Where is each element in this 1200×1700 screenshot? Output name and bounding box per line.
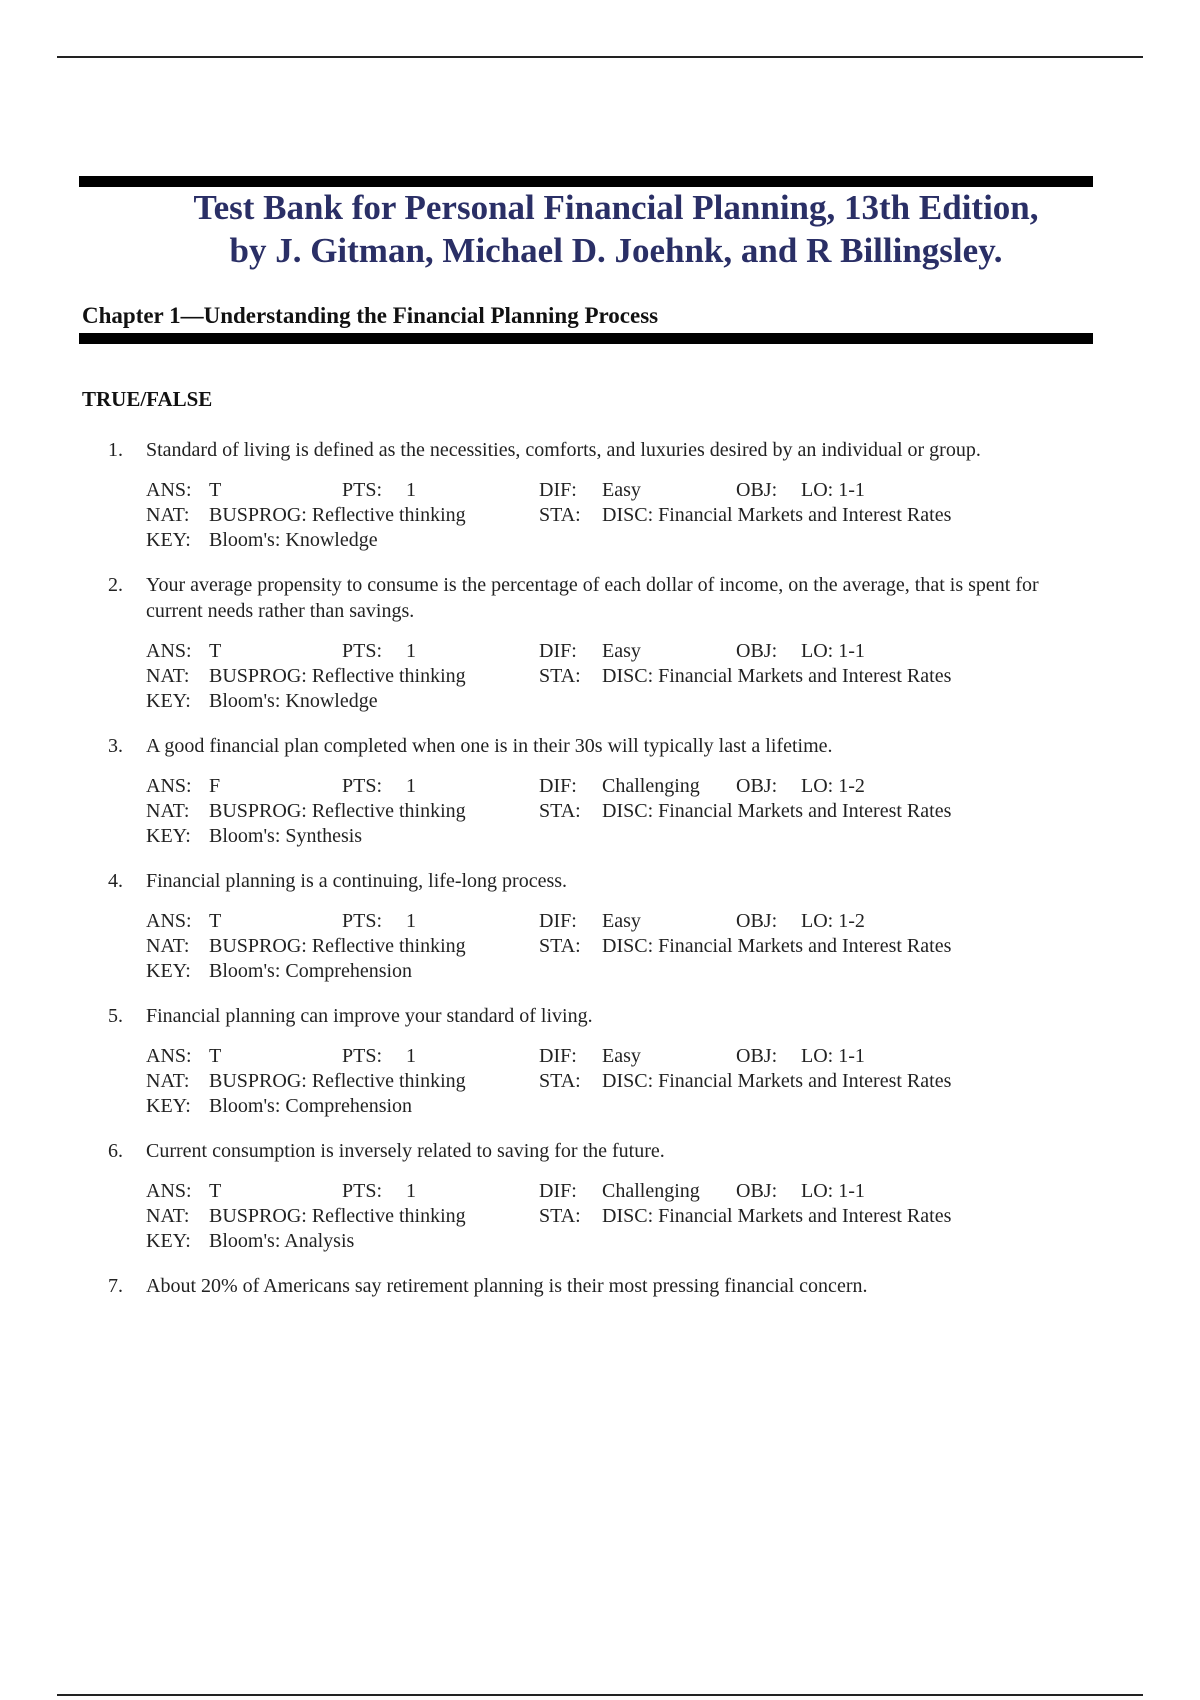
question-text: A good financial plan completed when one is in their 30s will typically last a lifetime. (146, 735, 833, 757)
key-value: Bloom's: Knowledge (209, 529, 378, 551)
key-value: Bloom's: Synthesis (209, 825, 363, 847)
difficulty-value: Easy (602, 640, 641, 662)
question-text: About 20% of Americans say retirement planning is their most pressing financial concern. (146, 1275, 868, 1297)
answer-value: T (209, 479, 222, 501)
answer-metadata: ANS: T PTS: 1 DIF: Easy OBJ: LO: 1-2 NAT: BUSPROG: Reflective thinking STA: DISC: Financial Markets and Interest Rates KEY: Bloom's: Comprehension (146, 910, 952, 982)
question-number: 2. (108, 574, 123, 596)
sta-value: DISC: Financial Markets and Interest Rates (602, 1205, 952, 1227)
key-value: Bloom's: Comprehension (209, 960, 413, 982)
sta-value: DISC: Financial Markets and Interest Rates (602, 504, 952, 526)
document-title (79, 186, 1093, 272)
question-text: Standard of living is defined as the necessities, comforts, and luxuries desired by an individual or group. (146, 439, 981, 461)
nat-value: BUSPROG: Reflective thinking (209, 1205, 466, 1227)
key-value: Bloom's: Knowledge (209, 690, 378, 712)
nat-value: BUSPROG: Reflective thinking (209, 935, 466, 957)
objective-value: LO: 1-2 (801, 910, 865, 932)
title-line-2: by J. Gitman, Michael D. Joehnk, and R Billingsley. (229, 231, 1003, 270)
answer-value: T (209, 1045, 222, 1067)
nat-value: BUSPROG: Reflective thinking (209, 504, 466, 526)
question-number: 4. (108, 870, 123, 892)
objective-value: LO: 1-2 (801, 775, 865, 797)
difficulty-value: Easy (602, 1045, 641, 1067)
answer-value: T (209, 640, 222, 662)
objective-value: LO: 1-1 (801, 1045, 865, 1067)
question-number: 7. (108, 1275, 123, 1297)
points-value: 1 (406, 640, 416, 662)
points-value: 1 (406, 910, 416, 932)
answer-metadata: ANS: F PTS: 1 DIF: Challenging OBJ: LO: 1-2 NAT: BUSPROG: Reflective thinking STA: DISC: Financial Markets and Interest Rates KEY: Bloom's: Synthesis (146, 775, 952, 847)
difficulty-value: Easy (602, 479, 641, 501)
answer-value: F (209, 775, 221, 797)
page-top-rule (57, 56, 1143, 58)
question-number: 6. (108, 1140, 123, 1162)
question-number: 3. (108, 735, 123, 757)
difficulty-value: Challenging (602, 775, 700, 797)
nat-value: BUSPROG: Reflective thinking (209, 665, 466, 687)
sta-value: DISC: Financial Markets and Interest Rates (602, 665, 952, 687)
question-item (0, 733, 1200, 849)
question-text: Current consumption is inversely related to saving for the future. (146, 1140, 665, 1162)
points-value: 1 (406, 775, 416, 797)
points-value: 1 (406, 1045, 416, 1067)
question-text: Your average propensity to consume is the percentage of each dollar of income, on the average, that is spent for current needs rather than savings. (146, 574, 1039, 622)
sta-value: DISC: Financial Markets and Interest Rates (602, 1070, 952, 1092)
question-item (0, 1003, 1200, 1119)
answer-metadata: ANS: T PTS: 1 DIF: Easy OBJ: LO: 1-1 NAT: BUSPROG: Reflective thinking STA: DISC: Financial Markets and Interest Rates KEY: Bloom's: Knowledge (146, 479, 952, 551)
points-value: 1 (406, 1180, 416, 1202)
question-item (0, 1273, 1200, 1299)
question-item (0, 437, 1200, 553)
objective-value: LO: 1-1 (801, 1180, 865, 1202)
answer-value: T (209, 1180, 222, 1202)
difficulty-value: Challenging (602, 1180, 700, 1202)
question-item (0, 1138, 1200, 1254)
section-heading: TRUE/FALSE (82, 387, 213, 411)
question-number: 1. (108, 439, 123, 461)
answer-value: T (209, 910, 222, 932)
points-value: 1 (406, 479, 416, 501)
answer-metadata: ANS: T PTS: 1 DIF: Easy OBJ: LO: 1-1 NAT: BUSPROG: Reflective thinking STA: DISC: Financial Markets and Interest Rates KEY: Bloom's: Knowledge (146, 640, 952, 712)
title-line-1: Test Bank for Personal Financial Planning, 13th Edition, (193, 188, 1039, 227)
key-value: Bloom's: Analysis (209, 1230, 355, 1252)
question-item (0, 572, 1200, 714)
key-value: Bloom's: Comprehension (209, 1095, 413, 1117)
title-bottom-rule (79, 333, 1093, 344)
sta-value: DISC: Financial Markets and Interest Rates (602, 935, 952, 957)
answer-metadata: ANS: T PTS: 1 DIF: Challenging OBJ: LO: 1-1 NAT: BUSPROG: Reflective thinking STA: DISC: Financial Markets and Interest Rates KEY: Bloom's: Analysis (146, 1180, 952, 1252)
nat-value: BUSPROG: Reflective thinking (209, 800, 466, 822)
question-text: Financial planning is a continuing, life-long process. (146, 870, 568, 892)
page-bottom-rule (57, 1694, 1143, 1696)
question-number: 5. (108, 1005, 123, 1027)
question-text: Financial planning can improve your standard of living. (146, 1005, 593, 1027)
difficulty-value: Easy (602, 910, 641, 932)
objective-value: LO: 1-1 (801, 640, 865, 662)
answer-metadata: ANS: T PTS: 1 DIF: Easy OBJ: LO: 1-1 NAT: BUSPROG: Reflective thinking STA: DISC: Financial Markets and Interest Rates KEY: Bloom's: Comprehension (146, 1045, 952, 1117)
chapter-heading: Chapter 1—Understanding the Financial Planning Process (82, 303, 659, 328)
question-item (0, 868, 1200, 984)
nat-value: BUSPROG: Reflective thinking (209, 1070, 466, 1092)
objective-value: LO: 1-1 (801, 479, 865, 501)
question-list (0, 437, 1200, 1318)
sta-value: DISC: Financial Markets and Interest Rates (602, 800, 952, 822)
